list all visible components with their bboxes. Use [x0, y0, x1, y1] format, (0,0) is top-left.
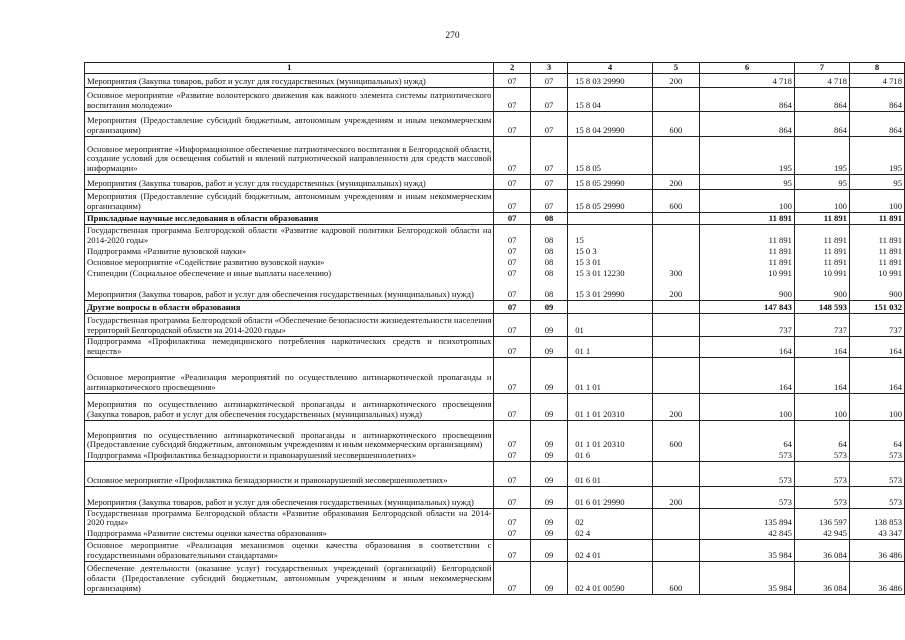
- row-section: 07: [494, 508, 530, 528]
- row-subsection: 08: [530, 213, 567, 225]
- row-amount-col8: 64: [849, 420, 904, 450]
- row-subsection: 08: [530, 257, 567, 268]
- row-name: Государственная программа Белгородской области «Развитие образования Белгородской области на 2014-2020 годы»: [85, 508, 494, 528]
- row-name: Мероприятия по осуществлению антинаркотической пропаганды и антинаркотического просвещения (Предоставление субсидий бюджетным, автономным учреждениям и иным некоммерческим организациям): [85, 420, 494, 450]
- row-name: Мероприятия (Закупка товаров, работ и услуг для государственных (муниципальных) нужд): [85, 175, 494, 190]
- row-amount-col7: 864: [794, 112, 849, 137]
- row-amount-col6: 573: [699, 450, 794, 461]
- row-name: Подпрограмма «Развитие системы оценки качества образования»: [85, 528, 494, 539]
- table-row: [85, 508, 905, 528]
- row-amount-col8: 737: [849, 314, 904, 337]
- row-target-article: 15 0 3: [568, 246, 653, 257]
- row-expense-type: 600: [652, 561, 699, 594]
- row-amount-col7: 10 991: [794, 268, 849, 279]
- row-amount-col7: 36 084: [794, 539, 849, 561]
- row-target-article: 02 4: [568, 528, 653, 539]
- row-expense-type: [652, 528, 699, 539]
- row-amount-col6: 11 891: [699, 246, 794, 257]
- table-row: [85, 337, 905, 358]
- row-amount-col8: 573: [849, 450, 904, 461]
- row-subsection: 08: [530, 268, 567, 279]
- row-amount-col7: 36 084: [794, 561, 849, 594]
- row-target-article: 15 8 05 29990: [568, 175, 653, 190]
- row-subsection: 09: [530, 486, 567, 508]
- table-row: [85, 561, 905, 594]
- row-target-article: 15 8 05: [568, 137, 653, 175]
- table-row: [85, 225, 905, 246]
- table-row: [85, 420, 905, 450]
- row-amount-col6: 35 984: [699, 561, 794, 594]
- row-section: 07: [494, 88, 530, 112]
- row-amount-col6: 135 894: [699, 508, 794, 528]
- row-target-article: 15: [568, 225, 653, 246]
- row-amount-col8: 100: [849, 190, 904, 213]
- table-row: [85, 213, 905, 225]
- row-target-article: [568, 213, 653, 225]
- row-amount-col7: 95: [794, 175, 849, 190]
- row-amount-col6: 195: [699, 137, 794, 175]
- row-subsection: 09: [530, 539, 567, 561]
- row-amount-col7: 4 718: [794, 74, 849, 88]
- budget-table: [84, 62, 905, 595]
- table-row: [85, 461, 905, 486]
- row-name: Основное мероприятие «Информационное обеспечение патриотического воспитания в Белгородской области, создание условий для освещения событий и явлений патриотической направленности для средств массовой информации»: [85, 137, 494, 175]
- row-section: 07: [494, 225, 530, 246]
- row-name: Мероприятия (Закупка товаров, работ и услуг для обеспечения государственных (муниципальных) нужд): [85, 486, 494, 508]
- row-section: 07: [494, 74, 530, 88]
- row-name: Основное мероприятие «Профилактика безнадзорности и правонарушений несовершеннолетних»: [85, 461, 494, 486]
- row-section: 07: [494, 301, 530, 314]
- row-target-article: 15 8 05 29990: [568, 190, 653, 213]
- row-name: Мероприятия (Предоставление субсидий бюджетным, автономным учреждениям и иным некоммерческим организациям): [85, 112, 494, 137]
- row-subsection: 07: [530, 175, 567, 190]
- row-amount-col6: 164: [699, 337, 794, 358]
- row-target-article: 02 4 01: [568, 539, 653, 561]
- row-amount-col7: 164: [794, 337, 849, 358]
- row-section: 07: [494, 539, 530, 561]
- table-body: [85, 74, 905, 595]
- row-subsection: 09: [530, 314, 567, 337]
- row-amount-col7: 573: [794, 486, 849, 508]
- row-amount-col6: 100: [699, 190, 794, 213]
- table-row: [85, 74, 905, 88]
- table-row: [85, 112, 905, 137]
- row-section: 07: [494, 137, 530, 175]
- row-amount-col6: 95: [699, 175, 794, 190]
- row-subsection: 09: [530, 301, 567, 314]
- row-section: 07: [494, 337, 530, 358]
- row-name: Мероприятия (Предоставление субсидий бюджетным, автономным учреждениям и иным некоммерческим организациям): [85, 190, 494, 213]
- row-section: 07: [494, 461, 530, 486]
- row-expense-type: 200: [652, 74, 699, 88]
- table-row: [85, 314, 905, 337]
- row-subsection: 08: [530, 225, 567, 246]
- header-col-4: 4: [568, 63, 653, 74]
- row-expense-type: [652, 539, 699, 561]
- row-name: Прикладные научные исследования в области образования: [85, 213, 494, 225]
- table-row: [85, 486, 905, 508]
- row-expense-type: [652, 246, 699, 257]
- row-target-article: 15 8 04 29990: [568, 112, 653, 137]
- row-name: Государственная программа Белгородской области «Обеспечение безопасности жизнедеятельности населения территорий Белгородской области на 2014-2020 годы»: [85, 314, 494, 337]
- row-target-article: 15 8 03 29990: [568, 74, 653, 88]
- row-amount-col7: 64: [794, 420, 849, 450]
- row-expense-type: [652, 301, 699, 314]
- row-amount-col8: 100: [849, 393, 904, 420]
- row-section: 07: [494, 190, 530, 213]
- row-amount-col6: 147 843: [699, 301, 794, 314]
- row-section: 07: [494, 112, 530, 137]
- row-name: Подпрограмма «Профилактика безнадзорности и правонарушений несовершеннолетних»: [85, 450, 494, 461]
- row-amount-col7: 100: [794, 190, 849, 213]
- row-expense-type: [652, 357, 699, 393]
- row-target-article: 02 4 01 00590: [568, 561, 653, 594]
- row-amount-col7: 573: [794, 461, 849, 486]
- row-subsection: 09: [530, 357, 567, 393]
- row-amount-col8: 864: [849, 112, 904, 137]
- row-subsection: 09: [530, 561, 567, 594]
- row-subsection: 09: [530, 508, 567, 528]
- row-section: 07: [494, 450, 530, 461]
- row-amount-col6: 737: [699, 314, 794, 337]
- row-subsection: 08: [530, 246, 567, 257]
- row-amount-col6: 4 718: [699, 74, 794, 88]
- row-amount-col6: 42 845: [699, 528, 794, 539]
- row-section: 07: [494, 486, 530, 508]
- row-amount-col6: 10 991: [699, 268, 794, 279]
- row-amount-col7: 11 891: [794, 246, 849, 257]
- row-target-article: 15 3 01 12230: [568, 268, 653, 279]
- row-amount-col8: 36 486: [849, 561, 904, 594]
- header-col-3: 3: [530, 63, 567, 74]
- row-amount-col6: 11 891: [699, 225, 794, 246]
- row-amount-col8: 11 891: [849, 225, 904, 246]
- table-row: [85, 357, 905, 393]
- row-name: Основное мероприятие «Развитие волонтерского движения как важного элемента системы патриотического воспитания молодежи»: [85, 88, 494, 112]
- row-section: 07: [494, 393, 530, 420]
- row-subsection: 07: [530, 74, 567, 88]
- row-target-article: 02: [568, 508, 653, 528]
- row-amount-col7: 100: [794, 393, 849, 420]
- table-row: [85, 137, 905, 175]
- row-section: 07: [494, 528, 530, 539]
- header-col-7: 7: [794, 63, 849, 74]
- row-subsection: 09: [530, 528, 567, 539]
- row-expense-type: [652, 213, 699, 225]
- row-expense-type: 300: [652, 268, 699, 279]
- row-amount-col6: 573: [699, 461, 794, 486]
- table-row: [85, 246, 905, 257]
- row-subsection: 09: [530, 337, 567, 358]
- row-amount-col7: 11 891: [794, 213, 849, 225]
- row-section: 07: [494, 357, 530, 393]
- row-target-article: [568, 301, 653, 314]
- table-row: [85, 175, 905, 190]
- table-row: [85, 539, 905, 561]
- row-subsection: 09: [530, 393, 567, 420]
- table-row: [85, 301, 905, 314]
- row-subsection: 09: [530, 450, 567, 461]
- row-section: 07: [494, 279, 530, 301]
- header-col-1: 1: [85, 63, 494, 74]
- row-expense-type: [652, 508, 699, 528]
- row-name: Подпрограмма «Развитие вузовской науки»: [85, 246, 494, 257]
- row-amount-col8: 36 486: [849, 539, 904, 561]
- row-target-article: 01 1 01: [568, 357, 653, 393]
- row-expense-type: [652, 314, 699, 337]
- header-col-5: 5: [652, 63, 699, 74]
- row-amount-col7: 573: [794, 450, 849, 461]
- row-expense-type: [652, 257, 699, 268]
- row-amount-col8: 900: [849, 279, 904, 301]
- row-expense-type: 600: [652, 420, 699, 450]
- row-expense-type: 200: [652, 393, 699, 420]
- row-section: 07: [494, 246, 530, 257]
- row-amount-col7: 195: [794, 137, 849, 175]
- row-amount-col7: 136 597: [794, 508, 849, 528]
- table-row: [85, 88, 905, 112]
- row-amount-col7: 737: [794, 314, 849, 337]
- row-amount-col8: 164: [849, 357, 904, 393]
- row-subsection: 09: [530, 461, 567, 486]
- page-number: 270: [445, 31, 460, 41]
- row-target-article: 01 1 01 20310: [568, 420, 653, 450]
- row-section: 07: [494, 314, 530, 337]
- row-expense-type: 200: [652, 175, 699, 190]
- row-amount-col6: 864: [699, 88, 794, 112]
- row-target-article: 01: [568, 314, 653, 337]
- row-amount-col8: 195: [849, 137, 904, 175]
- row-name: Основное мероприятие «Содействие развитию вузовской науки»: [85, 257, 494, 268]
- row-amount-col7: 148 593: [794, 301, 849, 314]
- row-target-article: 01 1: [568, 337, 653, 358]
- row-subsection: 07: [530, 112, 567, 137]
- row-target-article: 15 8 04: [568, 88, 653, 112]
- row-name: Подпрограмма «Профилактика немедицинского потребления наркотических средств и психотропных веществ»: [85, 337, 494, 358]
- row-amount-col6: 35 984: [699, 539, 794, 561]
- row-amount-col7: 900: [794, 279, 849, 301]
- row-amount-col6: 573: [699, 486, 794, 508]
- row-name: Мероприятия по осуществлению антинаркотической пропаганды и антинаркотического просвещения (Закупка товаров, работ и услуг для обеспечения государственных (муниципальных) нужд): [85, 393, 494, 420]
- row-amount-col7: 864: [794, 88, 849, 112]
- row-expense-type: [652, 88, 699, 112]
- row-subsection: 08: [530, 279, 567, 301]
- row-expense-type: 600: [652, 190, 699, 213]
- row-amount-col8: 138 853: [849, 508, 904, 528]
- row-section: 07: [494, 257, 530, 268]
- row-amount-col6: 11 891: [699, 213, 794, 225]
- row-section: 07: [494, 561, 530, 594]
- row-amount-col8: 11 891: [849, 257, 904, 268]
- row-expense-type: 200: [652, 486, 699, 508]
- row-subsection: 07: [530, 88, 567, 112]
- row-amount-col8: 164: [849, 337, 904, 358]
- row-target-article: 15 3 01 29990: [568, 279, 653, 301]
- row-amount-col6: 100: [699, 393, 794, 420]
- row-section: 07: [494, 213, 530, 225]
- row-expense-type: 600: [652, 112, 699, 137]
- row-amount-col6: 164: [699, 357, 794, 393]
- row-target-article: 01 6 01: [568, 461, 653, 486]
- row-amount-col6: 11 891: [699, 257, 794, 268]
- row-name: Обеспечение деятельности (оказание услуг) государственных учреждений (организаций) Белгородской области (Предоставление субсидий бюджетным, автономным учреждениям и иным некоммерческим организациям): [85, 561, 494, 594]
- row-amount-col8: 4 718: [849, 74, 904, 88]
- row-name: Основное мероприятие «Реализация мероприятий по осуществлению антинаркотической пропаганды и антинаркотического просвещения»: [85, 357, 494, 393]
- table-row: [85, 268, 905, 279]
- row-section: 07: [494, 175, 530, 190]
- row-amount-col6: 64: [699, 420, 794, 450]
- header-col-2: 2: [494, 63, 530, 74]
- row-name: Другие вопросы в области образования: [85, 301, 494, 314]
- table-header-row: [85, 63, 905, 74]
- row-amount-col8: 11 891: [849, 213, 904, 225]
- row-name: Мероприятия (Закупка товаров, работ и услуг для государственных (муниципальных) нужд): [85, 74, 494, 88]
- row-expense-type: 200: [652, 279, 699, 301]
- row-expense-type: [652, 450, 699, 461]
- row-amount-col8: 151 032: [849, 301, 904, 314]
- row-amount-col6: 864: [699, 112, 794, 137]
- header-col-8: 8: [849, 63, 904, 74]
- row-expense-type: [652, 337, 699, 358]
- row-subsection: 07: [530, 137, 567, 175]
- table-row: [85, 393, 905, 420]
- row-expense-type: [652, 137, 699, 175]
- row-amount-col8: 10 991: [849, 268, 904, 279]
- row-amount-col7: 42 945: [794, 528, 849, 539]
- table-row: [85, 528, 905, 539]
- row-amount-col8: 573: [849, 461, 904, 486]
- row-target-article: 15 3 01: [568, 257, 653, 268]
- row-amount-col7: 11 891: [794, 257, 849, 268]
- row-target-article: 01 1 01 20310: [568, 393, 653, 420]
- row-target-article: 01 6: [568, 450, 653, 461]
- header-col-6: 6: [699, 63, 794, 74]
- row-expense-type: [652, 225, 699, 246]
- row-name: Стипендии (Социальное обеспечение и иные выплаты населению): [85, 268, 494, 279]
- row-amount-col8: 11 891: [849, 246, 904, 257]
- table-row: [85, 257, 905, 268]
- row-section: 07: [494, 420, 530, 450]
- row-section: 07: [494, 268, 530, 279]
- table-row: [85, 279, 905, 301]
- table-row: [85, 450, 905, 461]
- row-amount-col8: 43 347: [849, 528, 904, 539]
- row-name: Государственная программа Белгородской области «Развитие кадровой политики Белгородской области на 2014-2020 годы»: [85, 225, 494, 246]
- row-amount-col6: 900: [699, 279, 794, 301]
- row-target-article: 01 6 01 29990: [568, 486, 653, 508]
- row-subsection: 07: [530, 190, 567, 213]
- row-subsection: 09: [530, 420, 567, 450]
- table-row: [85, 190, 905, 213]
- row-amount-col8: 864: [849, 88, 904, 112]
- row-name: Мероприятия (Закупка товаров, работ и услуг для обеспечения государственных (муниципальных) нужд): [85, 279, 494, 301]
- row-name: Основное мероприятие «Реализация механизмов оценки качества образования в соответствии с государственными образовательными стандартами»: [85, 539, 494, 561]
- row-amount-col7: 164: [794, 357, 849, 393]
- row-amount-col8: 573: [849, 486, 904, 508]
- row-amount-col7: 11 891: [794, 225, 849, 246]
- row-expense-type: [652, 461, 699, 486]
- row-amount-col8: 95: [849, 175, 904, 190]
